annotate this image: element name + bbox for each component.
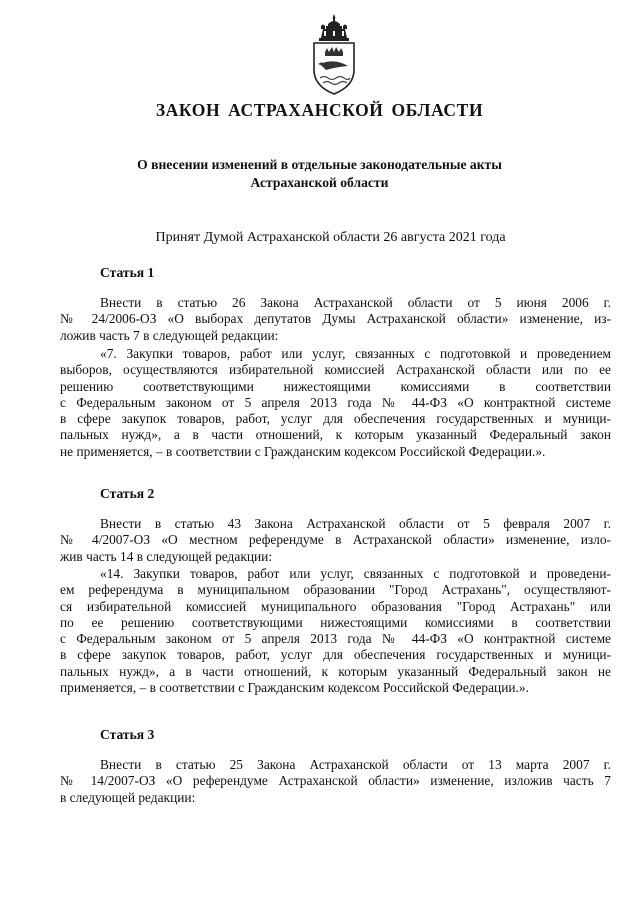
article-3-body <box>60 757 611 806</box>
text-line: не применяется, – в соответствии с Гражданским кодексом Российской Федерации.». <box>60 443 546 459</box>
text-line: ем референдума в муниципальном образовании "Город Астрахань", осуществляют- <box>60 582 611 598</box>
text-line: в следующей редакции: <box>60 789 196 805</box>
article-1-body <box>60 295 611 344</box>
adoption-date: Принят Думой Астраханской области 26 августа 2021 года <box>155 230 506 245</box>
article-3-heading: Статья 3 <box>100 727 155 742</box>
law-subtitle-line: О внесении изменений в отдельные законодательные акты <box>137 157 502 172</box>
text-line: Внести в статью 25 Закона Астраханской области от 13 марта 2007 г. <box>100 757 611 772</box>
text-line: с Федеральным законом от 5 апреля 2013 года № 44-ФЗ «О контрактной системе <box>60 394 611 410</box>
article-2-heading: Статья 2 <box>100 486 155 501</box>
text-line: ся избирательной комиссией муниципального образования "Город Астрахань" или <box>60 598 611 614</box>
text-line: № 24/2006-ОЗ «О выборах депутатов Думы Астраханской области» изменение, из- <box>60 311 611 327</box>
text-line: «7. Закупки товаров, работ или услуг, связанных с подготовкой и проведением <box>100 346 611 361</box>
text-line: по ее решению соответствующими нижестоящими комиссиями в соответствии <box>60 614 611 630</box>
law-subtitle <box>60 156 579 192</box>
article-1-quote <box>60 346 611 460</box>
text-line: жив часть 14 в следующей редакции: <box>60 548 273 564</box>
text-line: ложив часть 7 в следующей редакции: <box>60 327 279 343</box>
text-line: применяется, – в соответствии с Гражданским кодексом Российской Федерации.». <box>60 680 529 696</box>
text-line: «14. Закупки товаров, работ или услуг, связанных с подготовкой и проведени- <box>100 566 611 581</box>
article-1-heading: Статья 1 <box>100 265 155 280</box>
law-subtitle-line: Астраханской области <box>250 175 389 190</box>
text-line: пальных нужд», а в части отношений, к которым указанный Федеральный закон не <box>60 663 611 679</box>
text-line: пальных нужд», а в части отношений, к которым указанный Федеральный закон <box>60 427 611 443</box>
text-line: в сфере закупок товаров, работ, услуг для обеспечения государственных и муници- <box>60 411 611 427</box>
law-title: ЗАКОН АСТРАХАНСКОЙ ОБЛАСТИ <box>155 100 484 120</box>
text-line: Внести в статью 43 Закона Астраханской области от 5 февраля 2007 г. <box>100 516 611 531</box>
coat-of-arms-icon <box>304 12 364 98</box>
text-line: № 14/2007-ОЗ «О референдуме Астраханской области» изменение, изложив часть 7 <box>60 773 611 789</box>
text-line: с Федеральным законом от 5 апреля 2013 года № 44-ФЗ «О контрактной системе <box>60 631 611 647</box>
article-2-quote <box>60 566 611 696</box>
article-2-body <box>60 516 611 565</box>
text-line: Внести в статью 26 Закона Астраханской области от 5 июня 2006 г. <box>100 295 611 310</box>
text-line: № 4/2007-ОЗ «О местном референдуме в Астраханской области» изменение, изло- <box>60 532 611 548</box>
text-line: выборов, осуществляются избирательной комиссией Астраханской области или по ее <box>60 362 611 378</box>
text-line: решению соответствующими нижестоящими комиссиями в соответствии <box>60 378 611 394</box>
text-line: в сфере закупок товаров, работ, услуг для обеспечения государственных и муници- <box>60 647 611 663</box>
